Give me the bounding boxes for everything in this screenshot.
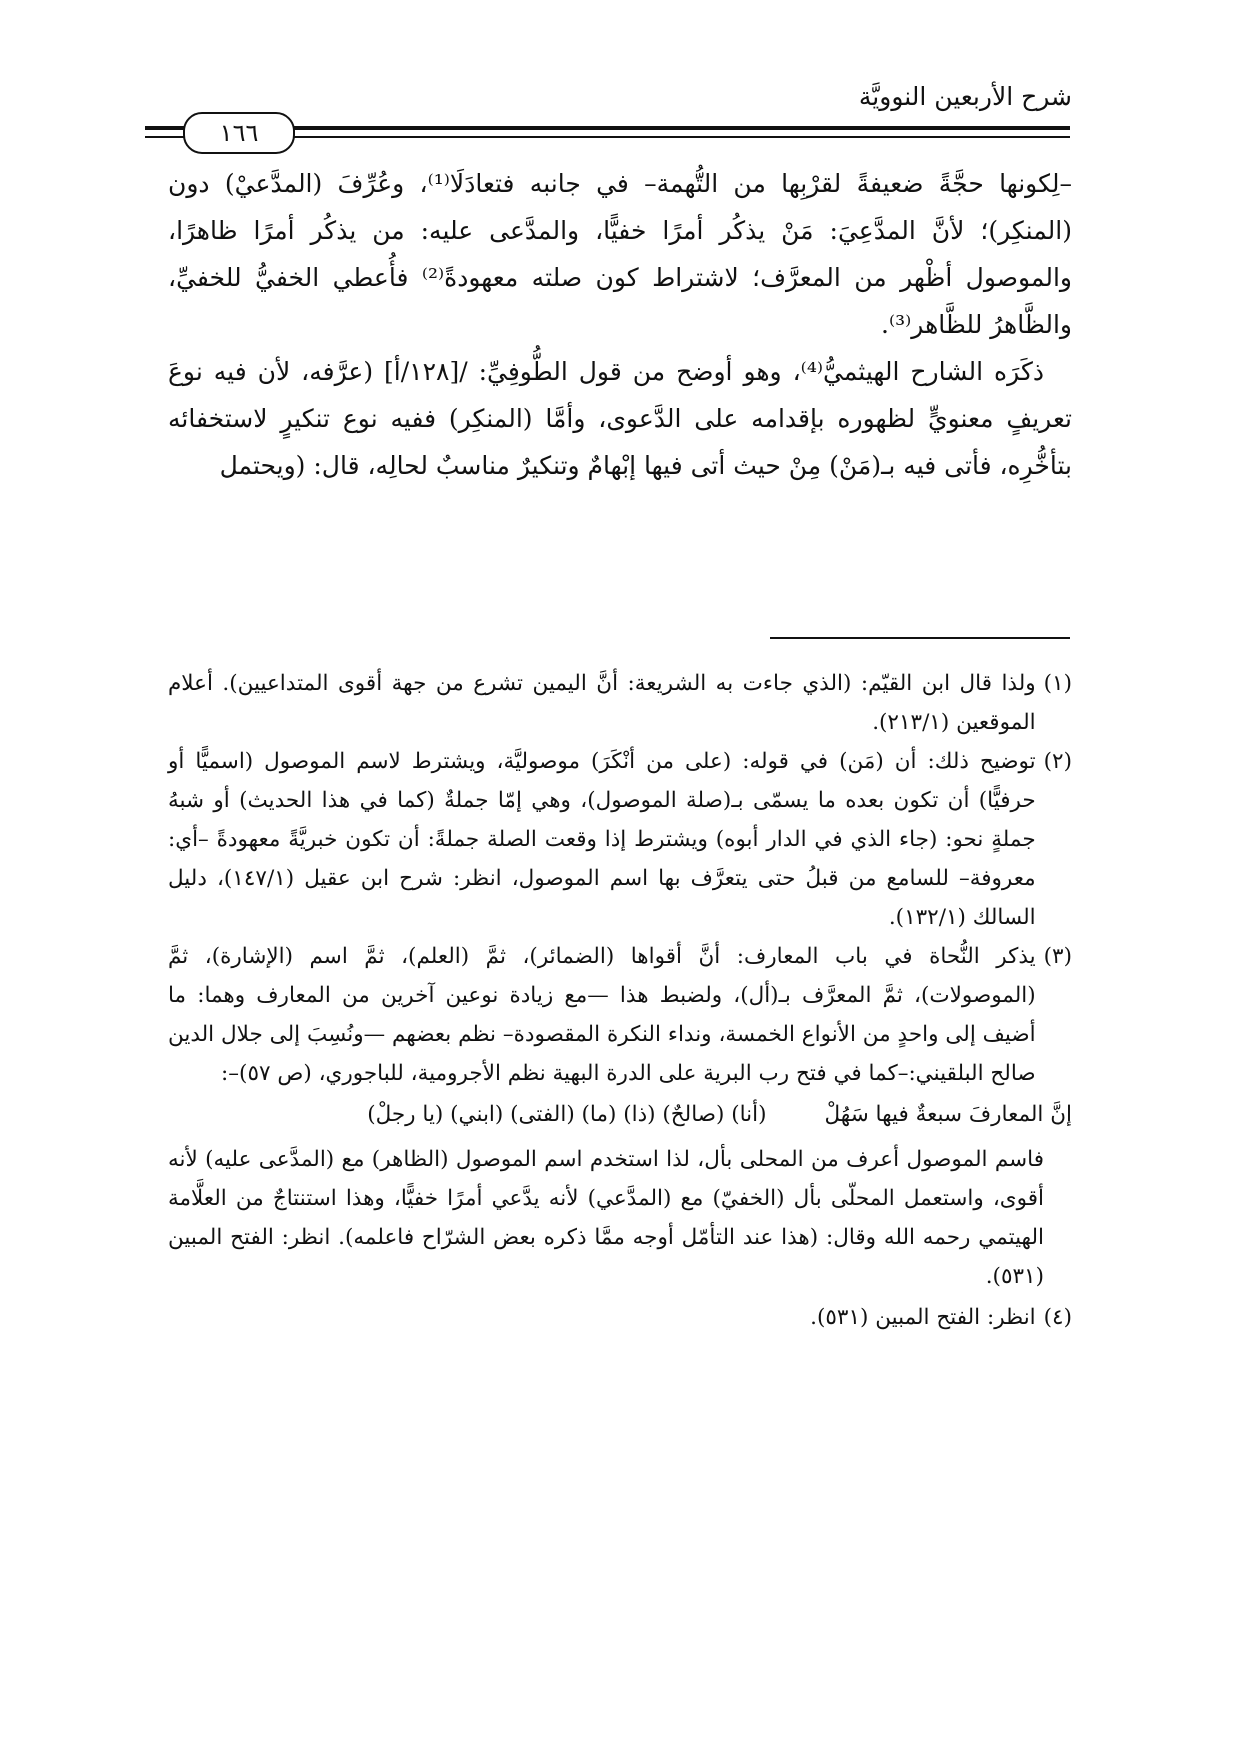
page-number-badge xyxy=(183,112,295,154)
footnote-text: يذكر النُّحاة في باب المعارف: أنَّ أقواها (الضمائر)، ثمَّ (العلم)، ثمَّ اسم (الإشارة)، ثمَّ (الموصولات)، ثمَّ المعرَّف بـ(أل)، ولضبط هذا —مع زيادة نوعين آخرين من المعارف وهما: ما أضيف إلى واحدٍ من الأنواع الخمسة، ونداء النكرة المقصودة– نظم بعضهم —ونُسِبَ إلى جلال الدين صالح البلقيني:–كما في فتح رب البرية على الدرة البهية نظم الأجرومية، للباجوري، (ص ٥٧)–: xyxy=(168,944,1036,1086)
body-paragraph: –لِكونها حجَّةً ضعيفةً لقرْبِها من التُّهمة– في جانبه فتعادَلَا⁽¹⁾، وعُرِّفَ (المدَّعيْ) دون (المنكِر)؛ لأنَّ المدَّعِيَ: مَنْ يذكُر أمرًا خفيًّا، والمدَّعى عليه: من يذكُر أمرًا ظاهرًا، والموصول أظْهر من المعرَّف؛ لاشتراط كون صلته معهودةً⁽²⁾ فأُعطي الخفيُّ للخفيِّ، والظَّاهرُ للظَّاهر⁽³⁾. xyxy=(168,169,1073,339)
footnote-text: انظر: الفتح المبين (٥٣١). xyxy=(810,1305,1036,1330)
footnote-4 xyxy=(168,1298,1072,1337)
book-title: شرح الأربعين النوويَّة xyxy=(858,82,1072,111)
footnote-text: ولذا قال ابن القيّم: (الذي جاءت به الشريعة: أنَّ اليمين تشرع من جهة أقوى المتداعيين). أعلام الموقعين (٢١٣/١). xyxy=(168,671,1036,735)
footnote-3 xyxy=(168,937,1072,1093)
footnote-text: توضيح ذلك: أن (مَن) في قوله: (على من أنْكَرَ) موصوليَّة، ويشترط لاسم الموصول (اسميًّا أو حرفيًّا) أن تكون بعده ما يسمّى بـ(صلة الموصول)، وهي إمّا جملةٌ (كما في هذا الحديث) أو شبهُ جملةٍ نحو: (جاء الذي في الدار أبوه) ويشترط إذا وقعت الصلة جملةً: أن تكون خبريَّةً معهودةً –أي: معروفة– للسامع من قبلُ حتى يتعرَّف بها اسم الموصول، انظر: شرح ابن عقيل (١٤٧/١)، دليل السالك (١٣٢/١). xyxy=(168,749,1036,930)
footnote-separator xyxy=(770,637,1070,639)
footnote-3-continuation: فاسم الموصول أعرف من المحلى بأل، لذا استخدم اسم الموصول (الظاهر) مع (المدَّعى عليه) لأنه أقوى، واستعمل المحلّى بأل (الخفيّ) مع (المدَّعي) لأنه يدَّعي أمرًا خفيًّا، وهذا استنتاجٌ من العلَّامة الهيتمي رحمه الله وقال: (هذا عند التأمّل أوجه ممَّا ذكره بعض الشرّاح فاعلمه). انظر: الفتح المبين (٥٣١). xyxy=(168,1147,1044,1289)
footnote-number: (١) xyxy=(1043,671,1072,696)
footnotes-section xyxy=(168,664,1072,1337)
body-paragraph: ذكَرَه الشارح الهيثميُّ⁽⁴⁾، وهو أوضح من قول الطُّوفِيِّ: /[١٢٨/أ] (عرَّفه، لأن فيه نوعَ تعريفٍ معنويٍّ لظهوره بإقدامه على الدَّعوى، وأمَّا (المنكِر) ففيه نوع تنكيرٍ لاستخفائه بتأخُّرِه، فأتى فيه بـ(مَنْ) مِنْ حيث أتى فيها إبْهامٌ وتنكيرٌ مناسبٌ لحالِه، قال: (ويحتمل xyxy=(168,357,1072,480)
main-text xyxy=(168,160,1072,489)
poem-hemistich-second: (أنا) (صالحٌ) (ذا) (ما) (الفتى) (ابني) (يا رجلْ) xyxy=(367,1102,767,1127)
poem-hemistich-first: إنَّ المعارفَ سبعةٌ فيها سَهُلْ xyxy=(824,1102,1072,1127)
footnote-number: (٤) xyxy=(1043,1305,1072,1330)
poem-verse xyxy=(168,1095,1072,1134)
page-number: ١٦٦ xyxy=(219,119,259,147)
footnote-2 xyxy=(168,742,1072,937)
footnote-number: (٢) xyxy=(1043,749,1072,774)
footnote-1 xyxy=(168,664,1072,742)
footnote-number: (٣) xyxy=(1043,944,1072,969)
